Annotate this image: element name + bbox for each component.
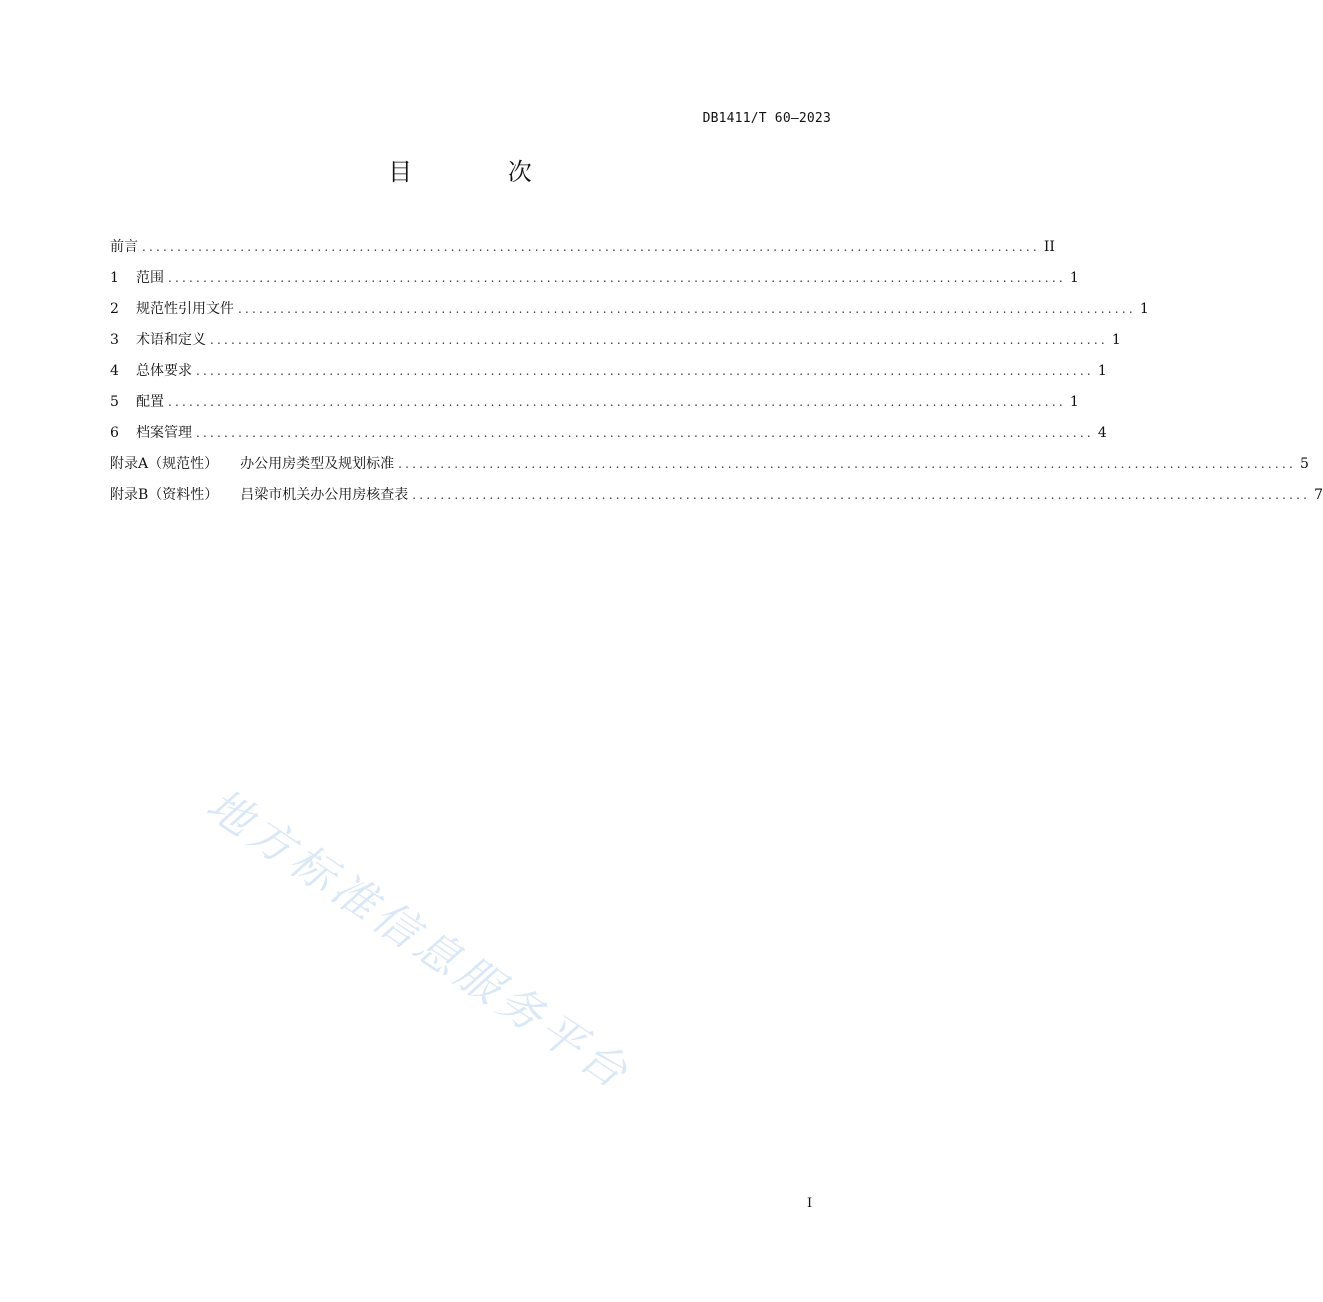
toc-entry-general-requirements[interactable]	[110, 360, 1107, 391]
toc-entry-label: 规范性引用文件	[136, 301, 234, 317]
toc-entry-appendix-b[interactable]	[110, 484, 1323, 515]
toc-entry-number: 6	[110, 425, 119, 441]
toc-entry-page: 5	[1299, 456, 1309, 472]
toc-entry-number: 1	[110, 270, 119, 286]
appendix-title: 办公用房类型及规划标准	[240, 456, 395, 472]
toc-entry-appendix-a[interactable]	[110, 453, 1309, 484]
toc-entry-page: 1	[1111, 332, 1121, 348]
toc-leader-dots: ................................................................................................................................	[196, 364, 1094, 378]
toc-entry-number: 5	[110, 394, 119, 410]
toc-entry-normative-references[interactable]	[110, 298, 1149, 329]
toc-entry-page: 1	[1069, 270, 1079, 286]
toc-entry-label: 总体要求	[136, 363, 192, 379]
toc-entry-number: 2	[110, 301, 119, 317]
toc-entry-page: 1	[1097, 363, 1107, 379]
appendix-label: 附录B（资料性）	[110, 487, 219, 503]
toc-entry-page: 4	[1097, 425, 1107, 441]
toc-entry-label: 范围	[136, 270, 164, 286]
watermark-text: 地方标准信息服务平台	[197, 779, 641, 1101]
toc-entry-foreword[interactable]	[110, 236, 1055, 267]
toc-entry-number: 4	[110, 363, 119, 379]
toc-entry-label: 前言	[110, 239, 138, 255]
toc-entry-page: II	[1043, 239, 1055, 255]
toc-entry-page: 7	[1314, 487, 1323, 503]
toc-leader-dots: ................................................................................................................................	[238, 302, 1136, 316]
toc-leader-dots: ................................................................................................................................	[412, 488, 1311, 502]
document-code: DB1411/T 60—2023	[702, 111, 831, 126]
toc-entry-number: 3	[110, 332, 119, 348]
appendix-title: 吕梁市机关办公用房核查表	[240, 487, 409, 503]
toc-entry-page: 1	[1139, 301, 1149, 317]
toc-leader-dots: ................................................................................................................................	[210, 333, 1108, 347]
toc-entry-scope[interactable]	[110, 267, 1079, 298]
toc-entry-label: 术语和定义	[136, 332, 206, 348]
toc-leader-dots: ................................................................................................................................	[168, 271, 1066, 285]
toc-entry-terms[interactable]	[110, 329, 1121, 360]
toc-entry-page: 1	[1069, 394, 1079, 410]
toc-leader-dots: ................................................................................................................................	[398, 457, 1296, 471]
appendix-label: 附录A（规范性）	[110, 456, 219, 472]
page-title: 目 次	[388, 158, 576, 186]
page-number: I	[807, 1196, 813, 1211]
toc-entry-archive-management[interactable]	[110, 422, 1107, 453]
toc-entry-label: 配置	[136, 394, 164, 410]
toc-entry-label: 档案管理	[136, 425, 192, 441]
toc-leader-dots: ................................................................................................................................	[196, 426, 1094, 440]
toc-entry-configuration[interactable]	[110, 391, 1079, 422]
toc-leader-dots: ................................................................................................................................	[142, 240, 1040, 254]
toc-leader-dots: ................................................................................................................................	[168, 395, 1066, 409]
table-of-contents	[110, 236, 1323, 515]
